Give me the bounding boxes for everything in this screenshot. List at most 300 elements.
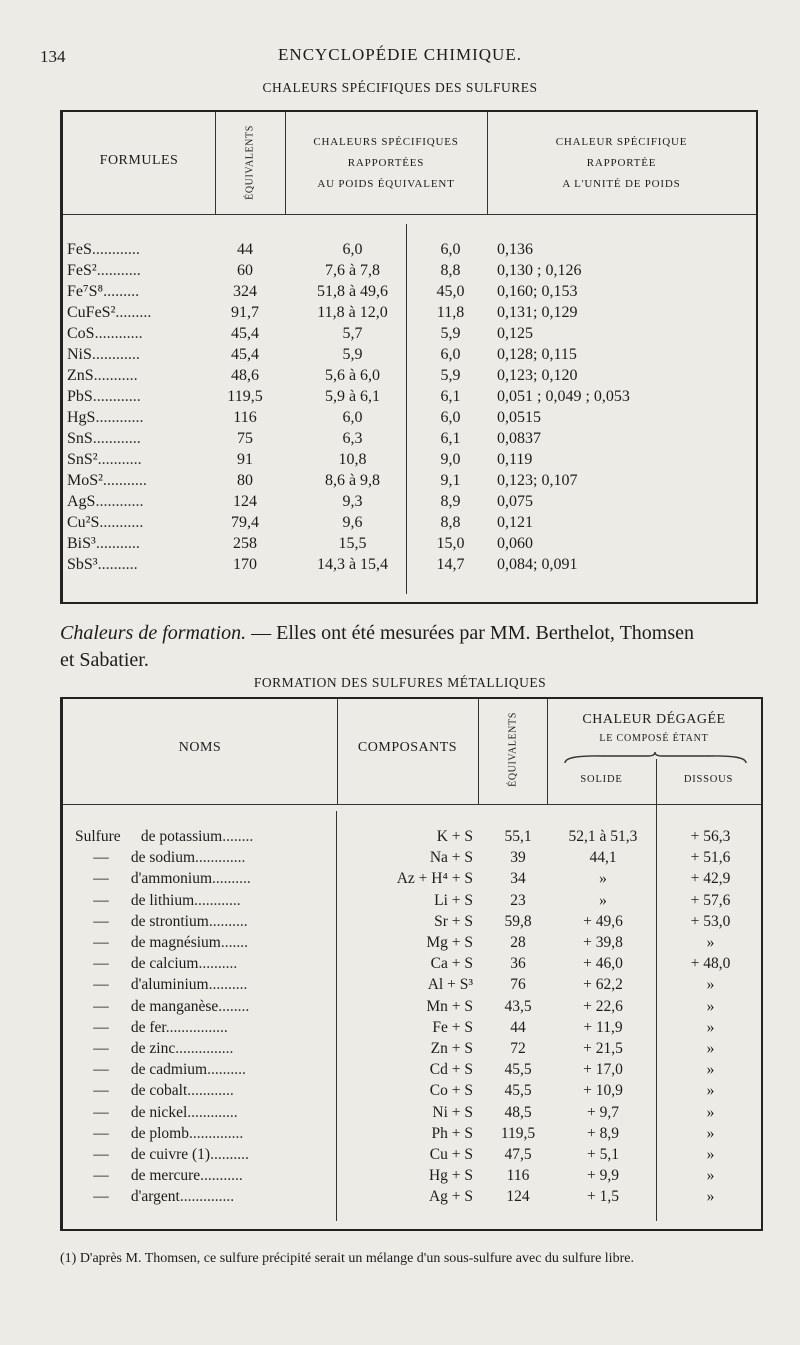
- leader-dots: ........: [218, 997, 250, 1015]
- composants-cell: Li + S: [434, 891, 473, 909]
- table-row: [63, 554, 756, 575]
- unit-weight-heat-cell: 0,060: [497, 535, 533, 552]
- equiv-heat-value-cell: 8,8: [440, 514, 461, 531]
- solide-cell: 44,1: [589, 849, 617, 867]
- dissous-cell: »: [706, 1082, 715, 1100]
- equivalent-cell: 28: [510, 934, 526, 951]
- name-prefix: —: [93, 1018, 109, 1036]
- solide-cell: + 10,9: [583, 1082, 623, 1100]
- header-wt-line3: A L'UNITÉ DE POIDS: [562, 178, 681, 190]
- name-cell: [75, 1038, 345, 1060]
- solide-cell: + 39,8: [583, 934, 623, 951]
- table2-divider: [478, 699, 479, 804]
- dissous-cell: »: [706, 1124, 715, 1142]
- equiv-heat-range-cell: 8,6 à 9,8: [324, 472, 381, 489]
- formula-cell: [67, 449, 217, 470]
- equivalent-cell: 79,4: [231, 514, 259, 531]
- name-text: d'aluminium: [130, 976, 209, 994]
- composants-cell: Ni + S: [432, 1103, 473, 1121]
- dissous-cell: »: [706, 976, 715, 994]
- equiv-heat-value-cell: 8,8: [440, 262, 461, 279]
- name-cell: [75, 868, 345, 890]
- equivalent-cell: 170: [233, 556, 257, 573]
- formula: PbS: [67, 388, 93, 405]
- dissous-cell: + 53,0: [690, 912, 731, 930]
- table-row: [63, 1144, 761, 1166]
- unit-weight-heat-cell: 0,119: [497, 451, 533, 468]
- equivalent-cell: 258: [233, 535, 257, 552]
- header-wt-line2: RAPPORTÉE: [586, 157, 657, 169]
- leader-dots: ..........: [198, 955, 238, 973]
- dissous-cell: + 57,6: [690, 891, 731, 909]
- equiv-heat-value-cell: 11,8: [436, 304, 465, 321]
- name-cell: [75, 974, 345, 996]
- name-prefix: Sulfure: [75, 828, 121, 845]
- solide-cell: + 62,2: [583, 976, 623, 994]
- formula-cell: [67, 470, 217, 491]
- name-cell: [75, 890, 345, 912]
- leader-dots: ...........: [102, 472, 147, 489]
- dissous-cell: + 51,6: [690, 849, 731, 867]
- name-cell: [75, 847, 345, 869]
- leader-dots: ..............: [189, 1124, 244, 1142]
- equivalent-cell: 48,5: [504, 1103, 532, 1121]
- leader-dots: ...........: [200, 1167, 243, 1185]
- equivalent-cell: 119,5: [500, 1124, 536, 1142]
- equiv-heat-value-cell: 5,9: [440, 367, 461, 384]
- name-prefix: —: [93, 1146, 109, 1163]
- formula: FeS²: [67, 262, 97, 279]
- leader-dots: ...........: [96, 262, 141, 279]
- name-prefix: —: [93, 976, 109, 994]
- name-cell: [75, 953, 345, 975]
- formula: CoS: [67, 325, 95, 342]
- leader-dots: ...........: [95, 535, 140, 552]
- leader-dots: ............: [91, 241, 140, 258]
- table-row: [63, 344, 756, 365]
- name-text: de nickel: [130, 1103, 188, 1121]
- formula-cell: [67, 512, 217, 533]
- composants-cell: Fe + S: [432, 1018, 473, 1036]
- leader-dots: ........: [222, 828, 254, 845]
- unit-weight-heat-cell: 0,136: [497, 241, 533, 258]
- equivalent-cell: 324: [233, 283, 257, 300]
- solide-cell: + 49,6: [583, 912, 623, 930]
- leader-dots: ..........: [210, 1146, 249, 1163]
- name-prefix: —: [93, 1124, 109, 1142]
- formula-cell: [67, 491, 217, 512]
- composants-cell: Co + S: [429, 1082, 473, 1100]
- table-row: [63, 386, 756, 407]
- formula: Cu²S: [67, 514, 100, 531]
- composants-cell: Zn + S: [430, 1040, 473, 1057]
- composants-cell: Mn + S: [426, 997, 473, 1015]
- unit-weight-heat-cell: 0,125: [497, 325, 533, 342]
- equiv-heat-value-cell: 6,0: [440, 409, 461, 426]
- formula-cell: [67, 554, 217, 575]
- unit-weight-heat-cell: 0,128; 0,115: [497, 346, 577, 363]
- table1-header-rule: [63, 214, 756, 215]
- table-row: [63, 1038, 761, 1060]
- formula-cell: [67, 386, 217, 407]
- equivalent-cell: 45,5: [504, 1061, 532, 1079]
- solide-cell: »: [599, 891, 607, 909]
- unit-weight-heat-cell: 0,160; 0,153: [497, 283, 578, 300]
- equivalent-cell: 116: [506, 1167, 530, 1185]
- running-title: ENCYCLOPÉDIE CHIMIQUE.: [278, 45, 522, 64]
- table-row: [63, 1123, 761, 1145]
- name-prefix: —: [93, 1040, 109, 1057]
- formula: MoS²: [67, 472, 103, 489]
- equiv-heat-range-cell: 9,6: [342, 514, 363, 531]
- equiv-heat-range-cell: 5,6 à 6,0: [324, 367, 381, 384]
- dissous-cell: »: [706, 1167, 715, 1185]
- solide-cell: + 9,9: [587, 1167, 619, 1185]
- table-row: [63, 470, 756, 491]
- table-row: [63, 996, 761, 1018]
- name-text: de calcium: [130, 955, 199, 973]
- name-cell: [75, 1017, 345, 1039]
- leader-dots: ............: [187, 1082, 234, 1100]
- name-cell: [75, 1165, 345, 1187]
- table-row: [63, 890, 761, 912]
- equivalent-cell: 23: [510, 891, 526, 909]
- equiv-heat-value-cell: 5,9: [440, 325, 461, 342]
- table1-divider: [215, 112, 216, 214]
- equivalent-cell: 116: [233, 409, 257, 426]
- table-row: [63, 281, 756, 302]
- leader-dots: ............: [95, 409, 144, 426]
- equiv-heat-value-cell: 6,0: [440, 241, 461, 258]
- name-text: de plomb: [130, 1124, 189, 1142]
- solide-cell: + 1,5: [587, 1188, 619, 1206]
- header-chaleur-line2: LE COMPOSÉ ÉTANT: [599, 733, 709, 744]
- formula-cell: [67, 428, 217, 449]
- dissous-cell: + 42,9: [690, 870, 731, 888]
- table-row: [63, 1017, 761, 1039]
- equiv-heat-value-cell: 14,7: [436, 556, 465, 573]
- header-noms: NOMS: [178, 740, 222, 755]
- solide-cell: + 9,7: [587, 1103, 619, 1121]
- name-prefix: —: [93, 934, 109, 951]
- composants-cell: K + S: [436, 828, 473, 845]
- table-row: [63, 953, 761, 975]
- name-text: de mercure: [130, 1167, 201, 1185]
- table2-caption: FORMATION DES SULFURES MÉTALLIQUES: [253, 675, 547, 690]
- equiv-heat-value-cell: 6,1: [440, 388, 461, 405]
- leader-dots: .......: [220, 934, 248, 951]
- table-row: [63, 932, 761, 954]
- equiv-heat-value-cell: 9,0: [440, 451, 461, 468]
- table-row: [63, 911, 761, 933]
- equiv-heat-range-cell: 9,3: [342, 493, 363, 510]
- equivalent-cell: 43,5: [504, 997, 532, 1015]
- name-prefix: —: [93, 1167, 109, 1185]
- section-title: Chaleurs de formation.: [60, 622, 247, 644]
- name-cell: [75, 1080, 345, 1102]
- equiv-heat-range-cell: 15,5: [338, 535, 367, 552]
- equivalent-cell: 60: [237, 262, 253, 279]
- leader-dots: ..............: [179, 1188, 235, 1206]
- name-cell: [75, 826, 345, 848]
- name-text: de lithium: [130, 891, 195, 909]
- formula: Fe⁷S⁸: [67, 283, 104, 300]
- equiv-heat-range-cell: 51,8 à 49,6: [316, 283, 389, 300]
- table-row: [63, 365, 756, 386]
- formula: ZnS: [67, 367, 94, 384]
- name-prefix: —: [93, 955, 109, 973]
- equiv-heat-value-cell: 6,0: [440, 346, 461, 363]
- equivalent-cell: 44: [510, 1018, 526, 1036]
- equivalent-cell: 119,5: [227, 388, 263, 405]
- table-row: [63, 323, 756, 344]
- equivalent-cell: 47,5: [504, 1146, 532, 1163]
- formula: CuFeS²: [67, 304, 116, 321]
- table-row: [63, 428, 756, 449]
- table-row: [63, 1186, 761, 1208]
- table-row: [63, 1102, 761, 1124]
- solide-cell: + 8,9: [587, 1124, 619, 1142]
- leader-dots: .........: [115, 304, 152, 321]
- table-row: [63, 533, 756, 554]
- equiv-heat-range-cell: 6,3: [342, 430, 363, 447]
- name-cell: [75, 1144, 345, 1166]
- equivalent-cell: 45,5: [504, 1082, 532, 1100]
- table-row: [63, 449, 756, 470]
- equiv-heat-range-cell: 5,7: [342, 325, 363, 342]
- leader-dots: ..........: [97, 556, 138, 573]
- formula: AgS: [67, 493, 96, 510]
- table-row: [63, 974, 761, 996]
- leader-dots: ............: [95, 493, 144, 510]
- footnote: (1) D'après M. Thomsen, ce sulfure précipité serait un mélange d'un sous-sulfure avec du sulfure libre.: [60, 1251, 634, 1266]
- equiv-heat-value-cell: 45,0: [436, 283, 465, 300]
- table-row: [63, 868, 761, 890]
- name-prefix: —: [93, 1061, 109, 1079]
- dissous-cell: + 48,0: [690, 955, 731, 973]
- equiv-heat-value-cell: 6,1: [440, 430, 461, 447]
- formation-heat-table: [60, 697, 763, 1231]
- formula: FeS: [67, 241, 92, 258]
- leader-dots: ..........: [207, 1061, 246, 1079]
- name-cell: [75, 1059, 345, 1081]
- unit-weight-heat-cell: 0,084; 0,091: [497, 556, 578, 573]
- equivalent-cell: 44: [237, 241, 253, 258]
- unit-weight-heat-cell: 0,130 ; 0,126: [497, 262, 582, 279]
- formula-cell: [67, 260, 217, 281]
- formula: NiS: [67, 346, 92, 363]
- name-text: de potassium: [140, 828, 223, 845]
- equiv-heat-range-cell: 5,9: [342, 346, 363, 363]
- table-row: [63, 1059, 761, 1081]
- formula: SnS²: [67, 451, 98, 468]
- header-eq-line2: RAPPORTÉES: [347, 157, 425, 169]
- dissous-cell: »: [706, 1188, 715, 1206]
- paragraph-text-line2: et Sabatier.: [60, 649, 149, 671]
- solide-cell: + 22,6: [583, 997, 623, 1015]
- formula: SbS³: [67, 556, 98, 573]
- solide-cell: + 11,9: [583, 1018, 623, 1036]
- name-text: d'argent: [130, 1188, 180, 1206]
- header-eq-line3: AU POIDS ÉQUIVALENT: [317, 178, 455, 190]
- equivalent-cell: 72: [510, 1040, 526, 1057]
- table-row: [63, 1165, 761, 1187]
- paragraph-text-line1: — Elles ont été mesurées par MM. Berthelot, Thomsen: [251, 622, 694, 644]
- leader-dots: ............: [194, 891, 241, 909]
- equiv-heat-range-cell: 14,3 à 15,4: [316, 556, 389, 573]
- name-text: de fer: [130, 1018, 166, 1036]
- equivalent-cell: 55,1: [504, 828, 532, 845]
- equiv-heat-range-cell: 6,0: [342, 409, 363, 426]
- composants-cell: Mg + S: [426, 934, 473, 951]
- name-cell: [75, 932, 345, 954]
- equiv-heat-value-cell: 9,1: [440, 472, 461, 489]
- unit-weight-heat-cell: 0,131; 0,129: [497, 304, 578, 321]
- formula-cell: [67, 365, 217, 386]
- equiv-heat-range-cell: 7,6 à 7,8: [324, 262, 381, 279]
- leader-dots: ..........: [208, 912, 248, 930]
- equivalent-cell: 45,4: [231, 346, 259, 363]
- equiv-heat-value-cell: 8,9: [440, 493, 461, 510]
- composants-cell: Az + H⁴ + S: [396, 870, 473, 888]
- header-equivalents: ÉQUIVALENTS: [244, 125, 256, 200]
- equiv-heat-range-cell: 6,0: [342, 241, 363, 258]
- unit-weight-heat-cell: 0,075: [497, 493, 533, 510]
- brace-icon: [563, 751, 748, 765]
- formula-cell: [67, 344, 217, 365]
- leader-dots: ............: [92, 388, 141, 405]
- solide-cell: + 46,0: [583, 955, 623, 973]
- leader-dots: ...........: [99, 514, 144, 531]
- formula: SnS: [67, 430, 93, 447]
- dissous-cell: »: [706, 1018, 715, 1036]
- name-cell: [75, 1186, 345, 1208]
- table1-caption: CHALEURS SPÉCIFIQUES DES SULFURES: [262, 80, 538, 95]
- formation-paragraph: [60, 620, 780, 674]
- leader-dots: .............: [195, 849, 246, 867]
- leader-dots: ..........: [212, 870, 251, 888]
- equivalent-cell: 36: [510, 955, 526, 973]
- name-prefix: —: [93, 870, 109, 888]
- solide-cell: »: [599, 870, 607, 888]
- dissous-cell: »: [706, 934, 715, 951]
- equivalent-cell: 91: [237, 451, 253, 468]
- formula: HgS: [67, 409, 96, 426]
- name-prefix: —: [93, 912, 109, 930]
- equivalent-cell: 39: [510, 849, 526, 867]
- name-text: de zinc: [130, 1040, 176, 1057]
- name-cell: [75, 1123, 345, 1145]
- dissous-cell: + 56,3: [690, 828, 731, 845]
- table-row: [63, 1080, 761, 1102]
- leader-dots: ............: [92, 430, 141, 447]
- equivalent-cell: 76: [510, 976, 526, 994]
- page-number: 134: [40, 47, 66, 66]
- formula-cell: [67, 533, 217, 554]
- dissous-cell: »: [706, 1103, 715, 1121]
- header-eq-line1: CHALEURS SPÉCIFIQUES: [313, 136, 459, 148]
- equivalent-cell: 124: [506, 1188, 530, 1206]
- equivalent-cell: 48,6: [231, 367, 259, 384]
- composants-cell: Ag + S: [428, 1188, 473, 1206]
- table-row: [63, 407, 756, 428]
- header-solide: SOLIDE: [580, 774, 623, 785]
- composants-cell: Sr + S: [434, 912, 473, 930]
- name-prefix: —: [93, 997, 109, 1015]
- composants-cell: Cu + S: [429, 1146, 473, 1163]
- name-text: de cuivre (1): [130, 1146, 211, 1163]
- solide-cell: + 17,0: [583, 1061, 623, 1079]
- table-row: [63, 260, 756, 281]
- name-cell: [75, 911, 345, 933]
- solide-cell: + 21,5: [583, 1040, 623, 1057]
- name-text: d'ammonium: [130, 870, 213, 888]
- leader-dots: .........: [103, 283, 140, 300]
- name-cell: [75, 1102, 345, 1124]
- unit-weight-heat-cell: 0,123; 0,107: [497, 472, 578, 489]
- formula-cell: [67, 239, 217, 260]
- table-row: [63, 302, 756, 323]
- dissous-cell: »: [706, 1040, 715, 1057]
- composants-cell: Na + S: [429, 849, 473, 867]
- unit-weight-heat-cell: 0,0515: [497, 409, 541, 426]
- dissous-cell: »: [706, 1061, 715, 1079]
- leader-dots: ............: [94, 325, 143, 342]
- header-dissous: DISSOUS: [683, 774, 734, 785]
- composants-cell: Ph + S: [431, 1124, 473, 1142]
- equivalent-cell: 75: [237, 430, 253, 447]
- unit-weight-heat-cell: 0,0837: [497, 430, 541, 447]
- composants-cell: Hg + S: [428, 1167, 473, 1185]
- formula-cell: [67, 407, 217, 428]
- equivalent-cell: 80: [237, 472, 253, 489]
- name-prefix: —: [93, 1103, 109, 1121]
- equiv-heat-range-cell: 5,9 à 6,1: [324, 388, 381, 405]
- equivalent-cell: 124: [233, 493, 257, 510]
- name-cell: [75, 996, 345, 1018]
- name-text: de manganèse: [130, 997, 219, 1015]
- equivalent-cell: 59,8: [504, 912, 532, 930]
- equiv-heat-value-cell: 15,0: [436, 535, 465, 552]
- table2-header-rule: [63, 804, 761, 805]
- name-text: de cadmium: [130, 1061, 208, 1079]
- header-composants: COMPOSANTS: [357, 740, 458, 755]
- header-chaleur-line1: CHALEUR DÉGAGÉE: [582, 712, 726, 727]
- table-row: [63, 512, 756, 533]
- solide-cell: 52,1 à 51,3: [568, 828, 638, 845]
- solide-cell: + 5,1: [587, 1146, 619, 1163]
- leader-dots: .............: [187, 1103, 238, 1121]
- formula: BiS³: [67, 535, 96, 552]
- name-prefix: —: [93, 849, 109, 867]
- header-formules: FORMULES: [99, 153, 179, 168]
- composants-cell: Al + S³: [427, 976, 473, 994]
- leader-dots: ...........: [93, 367, 138, 384]
- table-row: [63, 847, 761, 869]
- equivalent-cell: 34: [510, 870, 526, 888]
- specific-heat-table: [60, 110, 758, 604]
- unit-weight-heat-cell: 0,121: [497, 514, 533, 531]
- equiv-heat-range-cell: 10,8: [338, 451, 367, 468]
- name-text: de magnésium: [130, 934, 221, 951]
- dissous-cell: »: [706, 997, 715, 1015]
- unit-weight-heat-cell: 0,051 ; 0,049 ; 0,053: [497, 388, 630, 405]
- equivalent-cell: 45,4: [231, 325, 259, 342]
- header-equivalents-2: ÉQUIVALENTS: [507, 712, 519, 787]
- name-prefix: —: [93, 891, 109, 909]
- leader-dots: ................: [165, 1018, 228, 1036]
- leader-dots: ...........: [97, 451, 142, 468]
